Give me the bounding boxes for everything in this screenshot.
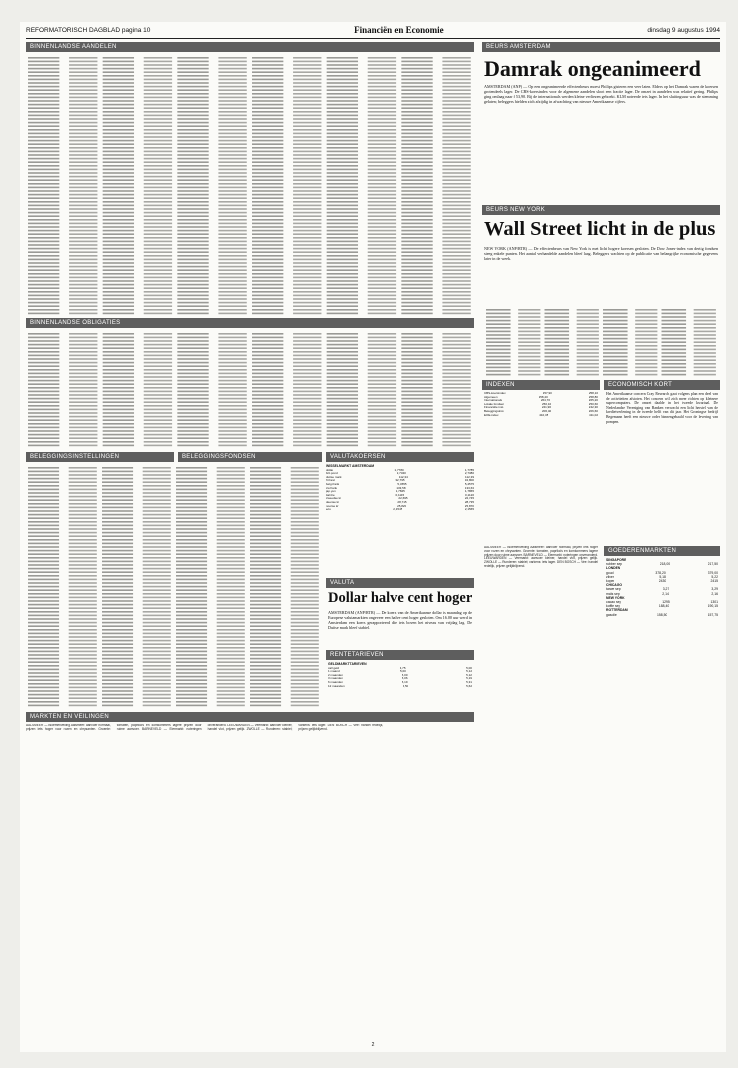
valuta-value-prev: 2,1545 — [393, 508, 403, 512]
rente-value-prev: 5,00 — [401, 673, 408, 677]
valuta-value-prev: 22,695 — [398, 497, 408, 501]
valuta-value-prev: 112,34 — [398, 475, 408, 479]
goederen-value-last: 2415 — [710, 579, 718, 584]
goederen-value-last: 1301 — [710, 600, 718, 605]
index-value-prev: 241,90 — [541, 406, 551, 410]
valuta-label: brit.pond — [326, 472, 338, 476]
rente-label: 3 maanden — [328, 677, 344, 681]
indexen-list — [484, 392, 598, 417]
goederen-value-prev: 378,20 — [655, 570, 666, 575]
section-header-indexen: INDEXEN — [482, 380, 600, 390]
index-label: Financiële inst. — [484, 406, 505, 410]
goederen-label: LONDEN — [606, 566, 621, 571]
goederen-value-prev: 2,14 — [662, 591, 669, 596]
index-value-prev: 257,90 — [542, 392, 552, 395]
index-value-last: 258,10 — [588, 392, 598, 395]
index-label: Beleggingsinst. — [484, 409, 505, 413]
index-value-last: 206,60 — [588, 409, 598, 413]
section-header-goederenmarkten: GOEDERENMARKTEN — [604, 546, 720, 556]
valuta-value-last: 5,4575 — [464, 482, 474, 486]
rente-label: 12 maanden — [328, 684, 345, 688]
index-value-prev: 206,40 — [541, 409, 552, 413]
rente-value-prev: 4,75 — [399, 666, 406, 670]
index-value-prev: 250,10 — [541, 402, 552, 406]
rente-value-last: 5,62 — [466, 684, 472, 688]
goederen-label: CHICAGO — [606, 583, 623, 588]
masthead — [26, 22, 720, 39]
rente-value-prev: 5,06 — [401, 677, 408, 681]
ny-stock-table — [484, 306, 718, 376]
valuta-label: duitse mark — [326, 475, 342, 479]
rente-label: 6 maanden — [328, 680, 344, 684]
rente-list — [328, 667, 472, 689]
section-header-beurs-amsterdam: BEURS AMSTERDAM — [482, 42, 720, 52]
valuta-value-last: 28,735 — [464, 500, 474, 504]
rente-value-last: 5,12 — [466, 673, 472, 677]
goederen-row — [606, 613, 718, 617]
valuta-label: ital.lire — [326, 493, 335, 497]
index-value-last: 411,02 — [589, 413, 598, 417]
valuta-value-last: 32,800 — [464, 479, 474, 483]
goederen-label: ROTTERDAM — [606, 608, 628, 613]
article-valuta: AMSTERDAM (ANP/RTR) — De koers van de Amerikaanse dollar is maandag op de Europese valutamarkten ongeveer een halve cent hoger gesloten. Om 16.00 uur werd in Amsterdam een koers gerapporteerd die iets boven het niveau van vrijdag lag. De Duitse mark bleef stabiel. — [328, 610, 472, 630]
goederen-value-last: 157,75 — [707, 612, 718, 617]
goederen-value-prev: 158,50 — [657, 612, 668, 617]
market-report-text: AALSMEER — Bloemenveiling Aalsmeer: aanvoer normaal, prijzen iets hoger voor rozen en chrysanten. Groente: tomaten, paprika's en komkommers lagere prijzen door ruime aanvoer. BARNEVELD — Eiermarkt: noteringen onveranderd. LEEUWARDEN — Veemarkt: aanvoer kleiner, handel vlot, prijzen gelijk. ZWOLLE — Runderen: stabiel; varkens: iets lager. DEN BOSCH — Vee: handel redelijk, prijzen gelijkblijvend. — [26, 724, 384, 731]
valuta-value-last: 2,1565 — [464, 508, 474, 512]
valuta-value-last: 112,39 — [465, 475, 474, 479]
page-number: 2 — [371, 1042, 375, 1048]
goederen-value-prev: 3,27 — [662, 587, 670, 592]
index-value-last: 242,30 — [588, 406, 598, 410]
goederen-value-prev: 1295 — [662, 600, 670, 605]
valuta-value-last: 133,63 — [464, 486, 474, 490]
valuta-label: belg.frank — [326, 482, 340, 486]
section-header-valutakoersen: VALUTAKOERSEN — [326, 452, 474, 462]
stock-tables — [26, 54, 474, 316]
goederen-label: SINGAPORE — [606, 558, 627, 562]
valuta-value-prev: 5,4555 — [397, 482, 407, 486]
valuta-label: fr.franc — [326, 479, 336, 483]
valuta-value-prev: 2,7340 — [396, 472, 406, 476]
goederen-value-prev: 188,40 — [658, 604, 670, 609]
valuta-value-last: 1,7785 — [464, 468, 474, 472]
index-label: Algemeen — [484, 395, 498, 399]
goederen-label: koffie sep — [606, 604, 621, 609]
section-header-beleggingsinstellingen: BELEGGINGSINSTELLINGEN — [26, 452, 174, 462]
rente-value-prev: 5,50 — [402, 684, 409, 688]
rente-label: 2 maanden — [328, 673, 344, 677]
valuta-list — [326, 469, 474, 512]
valuta-value-last: 22,745 — [464, 497, 474, 501]
rente-value-last: 5,12 — [466, 670, 472, 674]
valuta-value-prev: 133,58 — [396, 486, 406, 490]
goederen-label: koper — [606, 579, 615, 584]
article-newyork: NEW YORK (ANP/RTR) — De effectenbeurs van New York is met licht hogere koersen gesloten. De Dow Jones-index van dertig fondsen steeg enkele punten. Het aantal verhandelde aandelen bleef laag. Beleggers wachten op de publicatie van belangrijke economische gegevens later in de week. — [484, 246, 718, 261]
valuta-row — [326, 508, 474, 512]
headline-valuta: Dollar halve cent hoger — [328, 590, 473, 606]
valuta-label: zw.frank — [326, 486, 338, 490]
small-print-listing — [26, 330, 474, 450]
index-label: CBS-koersindex — [484, 392, 506, 395]
article-amsterdam: AMSTERDAM (ANP) — Op een ongeanimeerde effectenbeurs moest Philips gisteren een veer laten. Elders op het Damrak waren de koersen grotendeels lager. De CBS-koersindex voor de algemene aandelen sloot een fractie lager. De omzet in aandelen was relatief gering. Philips ging omlaag naar f 53,90. Bij de internationals werden kleine verliezen geboekt. KLM noteerde iets lager. In het sluitingsuur was de stemming gelaten; beleggers hielden zich afzijdig in afwachting van nieuwe Amerikaanse cijfers. — [484, 84, 718, 104]
valuta-value-last: 2,7380 — [464, 472, 474, 476]
goederen-label: maïs sep — [606, 591, 620, 596]
valuta-label: deense kr — [326, 500, 340, 504]
masthead-left: REFORMATORISCH DAGBLAD pagina 10 — [26, 26, 151, 34]
index-row — [484, 414, 598, 418]
goederen-table — [606, 558, 718, 708]
section-header-binnenlandse-aandelen: BINNENLANDSE AANDELEN — [26, 42, 474, 52]
valuta-value-last: 0,1120 — [465, 493, 474, 497]
goederen-value-last: 5,22 — [711, 574, 718, 579]
valuta-value-prev: 25,820 — [397, 504, 407, 508]
goederen-value-prev: 218,00 — [659, 562, 671, 567]
index-value-prev: 264,70 — [540, 399, 550, 403]
rente-table — [328, 662, 472, 708]
section-header-rentetarieven: RENTETARIEVEN — [326, 650, 474, 660]
right-markets-text — [484, 546, 598, 1036]
valuta-label: zweedse kr — [326, 497, 342, 501]
goederen-label: cacao sep — [606, 600, 622, 605]
valuta-label: noorse kr — [326, 504, 339, 508]
valuta-value-last: 25,870 — [464, 504, 474, 508]
goederen-value-last: 217,50 — [707, 562, 718, 567]
section-header-beurs-new-york: BEURS NEW YORK — [482, 205, 720, 215]
goederen-value-last: 2,16 — [711, 591, 718, 596]
goederen-label: rubber sep — [606, 562, 623, 567]
small-print-listing — [484, 306, 718, 376]
goederen-label: goud — [606, 570, 614, 575]
section-header-economisch-kort: ECONOMISCH KORT — [604, 380, 720, 390]
section-header-binnenlandse-obligaties: BINNENLANDSE OBLIGATIES — [26, 318, 474, 328]
newspaper-page — [20, 22, 726, 1052]
rente-value-prev: 5,19 — [401, 680, 408, 684]
goederen-label: NEW YORK — [606, 595, 625, 600]
small-print-listing — [26, 54, 474, 316]
rente-label: 1 maand — [328, 670, 340, 674]
goederen-label: zilver — [606, 574, 614, 579]
rente-value-last: 5,19 — [466, 677, 472, 681]
index-label: Lokale fondsen — [484, 402, 505, 406]
headline-amsterdam: Damrak ongeanimeerd — [484, 56, 701, 81]
market-report-text: AALSMEER — Bloemenveiling Aalsmeer: aanvoer normaal, prijzen iets hoger voor rozen en chrysanten. Groente: tomaten, paprika's en komkommers lagere prijzen door ruime aanvoer. BARNEVELD — Eiermarkt: noteringen onveranderd. LEEUWARDEN — Veemarkt: aanvoer kleiner, handel vlot, prijzen gelijk. ZWOLLE — Runderen: stabiel; varkens: iets lager. DEN BOSCH — Vee: handel redelijk, prijzen gelijkblijvend. — [484, 546, 598, 568]
goederen-label: tarwe sep — [606, 587, 621, 592]
fund-tables — [26, 464, 322, 709]
valuta-value-prev: 0,1115 — [395, 493, 405, 497]
section-header-beleggingsfondsen: BELEGGINGSFONDSEN — [178, 452, 322, 462]
valutakoersen-table — [326, 464, 474, 574]
rente-label: call geld — [328, 666, 340, 670]
index-value-last: 250,60 — [588, 402, 598, 406]
valuta-value-prev: 1,7845 — [395, 490, 405, 494]
index-label: Internationals — [484, 399, 503, 403]
index-value-last: 265,20 — [588, 399, 598, 403]
headline-newyork: Wall Street licht in de plus — [484, 218, 716, 240]
rente-value-last: 5,00 — [466, 666, 472, 670]
section-header-markten-en-veilingen: MARKTEN EN VEILINGEN — [26, 712, 474, 722]
bond-tables — [26, 330, 474, 450]
valuta-label: ecu — [326, 508, 331, 512]
markets-text — [26, 724, 474, 1040]
index-value-last: 258,80 — [588, 395, 598, 399]
valuta-value-last: 1,7865 — [464, 490, 474, 494]
goederen-value-last: 379,00 — [707, 570, 718, 575]
goederen-label: gasolie — [606, 612, 617, 617]
valuta-label: dollar — [326, 468, 334, 472]
goederen-list — [606, 558, 718, 617]
index-label: EOE-index — [484, 413, 499, 417]
valuta-value-prev: 1,7780 — [394, 468, 404, 472]
wisselmarkt-title: WISSELMARKT AMSTERDAM — [326, 464, 375, 468]
small-print-listing — [26, 464, 322, 709]
index-value-prev: 258,40 — [538, 395, 548, 399]
goederen-value-prev: 2430 — [658, 579, 667, 584]
rente-value-prev: 5,00 — [400, 670, 406, 674]
masthead-section-title: Financiën en Economie — [354, 25, 444, 35]
goederen-value-prev: 5,18 — [659, 574, 666, 579]
section-header-valuta: VALUTA — [326, 578, 474, 588]
valuta-label: jap.yen — [326, 490, 336, 494]
valuta-value-prev: 32,795 — [395, 479, 405, 483]
valuta-value-prev: 28,715 — [397, 500, 407, 504]
rente-row — [328, 685, 472, 689]
index-value-prev: 410,38 — [539, 413, 549, 417]
geldmarkt-title: GELDMARKTTARIEVEN — [328, 662, 367, 666]
rente-value-last: 5,31 — [466, 680, 472, 684]
masthead-date: dinsdag 9 augustus 1994 — [647, 26, 720, 34]
goederen-value-last: 3,29 — [711, 587, 718, 592]
article-economisch-kort: Het Amerikaanse concern Cray Research gaat volgens plan een deel van de activiteiten afstoten. Het concern wil zich meer richten op kleinere supercomputers. De omzet daalde in het tweede kwartaal. De Nederlandse Vereniging van Banken verwacht een licht herstel van de kredietverlening in de tweede helft van dit jaar. Het Groningse bedrijf Begemann heeft een nieuwe order binnengehaald voor de levering van pompen. — [606, 392, 718, 424]
indexen-table — [484, 392, 598, 542]
goederen-value-last: 190,15 — [707, 604, 718, 609]
